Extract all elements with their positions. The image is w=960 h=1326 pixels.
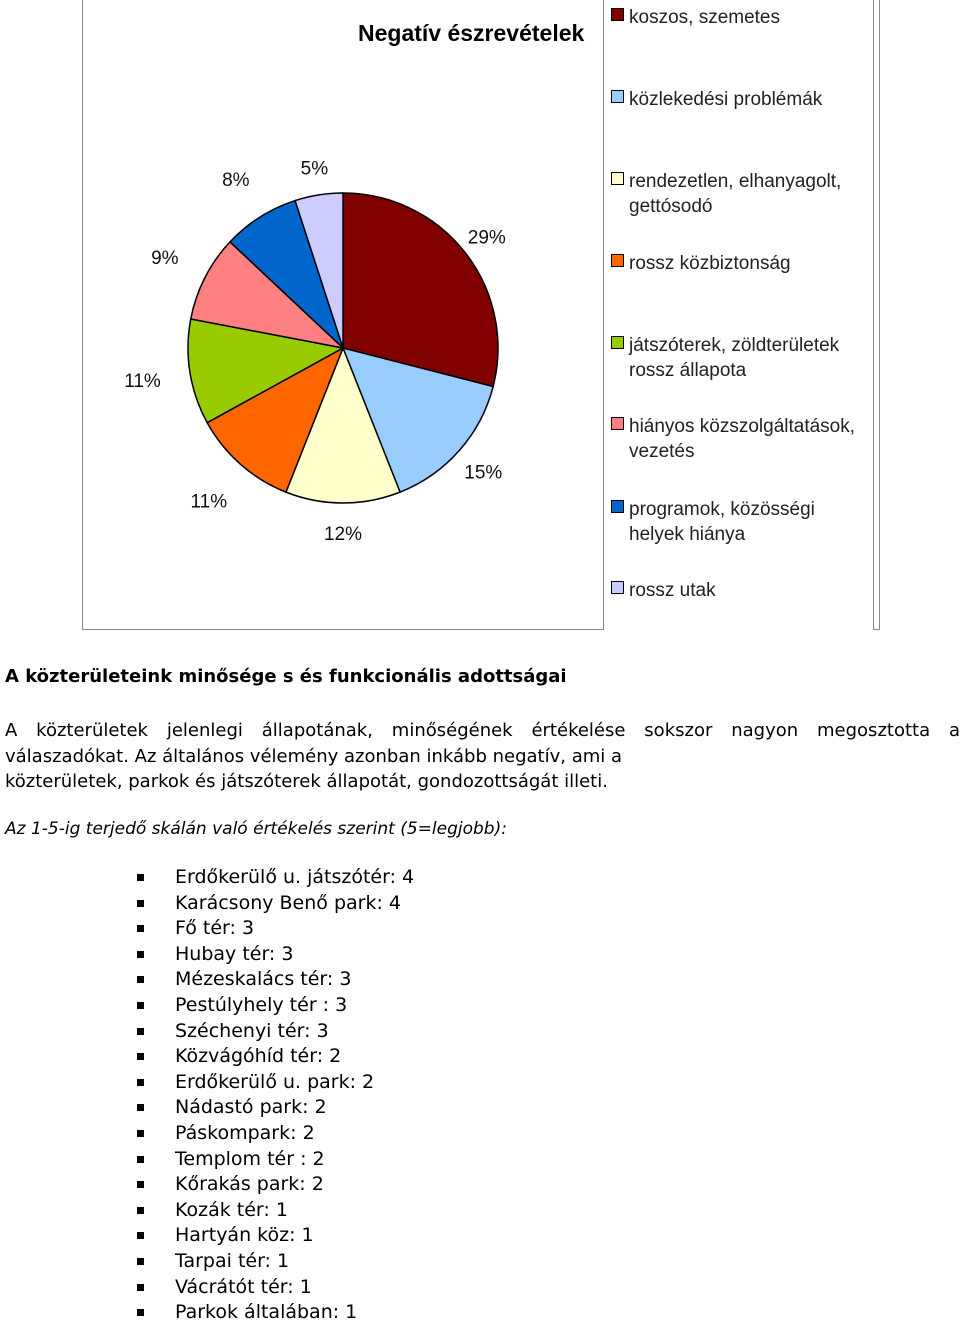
slice-label: 12% xyxy=(323,524,363,545)
paragraph-main: A közterületek jelenlegi állapotának, minőségének értékelése sokszor nagyon megosztotta a válaszadókat. Az általános vélemény azonban inkább negatív, ami a xyxy=(5,720,960,767)
legend-label: programok, közösségi helyek hiánya xyxy=(629,499,815,545)
legend-swatch xyxy=(611,417,624,430)
legend-label: rossz utak xyxy=(629,580,716,601)
rating-item xyxy=(134,1121,414,1147)
rating-item xyxy=(134,1300,414,1326)
rating-text: Erdőkerülő u. játszótér: 4 xyxy=(175,866,415,888)
rating-item xyxy=(134,865,414,891)
square-bullet-icon xyxy=(137,1156,144,1163)
square-bullet-icon xyxy=(137,1207,144,1214)
rating-item xyxy=(134,967,414,993)
rating-item xyxy=(134,1095,414,1121)
rating-item xyxy=(134,1070,414,1096)
rating-item xyxy=(134,916,414,942)
rating-text: Erdőkerülő u. park: 2 xyxy=(175,1070,375,1093)
rating-item xyxy=(134,1147,414,1173)
legend-label: hiányos közszolgáltatások, vezetés xyxy=(629,416,856,462)
rating-text: Nádastó park: 2 xyxy=(175,1096,327,1119)
rating-text: Széchenyi tér: 3 xyxy=(175,1019,329,1042)
square-bullet-icon xyxy=(137,951,144,958)
rating-text: Karácsony Benő park: 4 xyxy=(175,891,401,914)
rating-item xyxy=(134,942,414,968)
rating-item xyxy=(134,1198,414,1224)
rating-item xyxy=(134,1275,414,1301)
legend-swatch xyxy=(611,581,624,594)
slice-label: 11% xyxy=(190,491,228,513)
legend-swatch xyxy=(611,336,624,349)
legend-label: rendezetlen, elhanyagolt, gettósodó xyxy=(629,171,842,217)
square-bullet-icon xyxy=(137,874,144,881)
slice-label: 15% xyxy=(464,462,503,484)
square-bullet-icon xyxy=(137,976,144,983)
square-bullet-icon xyxy=(137,1130,144,1137)
square-bullet-icon xyxy=(137,1079,144,1086)
legend-label: koszos, szemetes xyxy=(629,7,780,28)
square-bullet-icon xyxy=(137,1002,144,1009)
scale-note: Az 1-5-ig terjedő skálán való értékelés szerint (5=legjobb): xyxy=(5,819,507,839)
ratings-list xyxy=(134,865,414,1326)
rating-text: Mézeskalács tér: 3 xyxy=(175,968,352,991)
chart-title: Negatív észrevételek xyxy=(358,20,585,46)
pie-chart xyxy=(0,0,603,630)
square-bullet-icon xyxy=(137,1258,144,1265)
rating-text: Fő tér: 3 xyxy=(175,917,255,940)
legend-swatch xyxy=(611,254,624,267)
square-bullet-icon xyxy=(137,1053,144,1060)
legend-swatch xyxy=(611,8,624,21)
square-bullet-icon xyxy=(137,1284,144,1291)
slice-label: 9% xyxy=(151,248,179,270)
rating-text: Kozák tér: 1 xyxy=(175,1198,288,1221)
rating-text: Templom tér : 2 xyxy=(175,1147,325,1170)
rating-item xyxy=(134,1044,414,1070)
square-bullet-icon xyxy=(137,1232,144,1239)
rating-text: Pestúlyhely tér : 3 xyxy=(175,993,348,1016)
square-bullet-icon xyxy=(137,1028,144,1035)
square-bullet-icon xyxy=(137,900,144,907)
rating-item xyxy=(134,1172,414,1198)
chart-frame-edge xyxy=(873,0,874,630)
rating-text: Hubay tér: 3 xyxy=(175,942,294,965)
square-bullet-icon xyxy=(137,1181,144,1188)
rating-item xyxy=(134,1019,414,1045)
rating-item xyxy=(134,891,414,917)
square-bullet-icon xyxy=(137,1104,144,1111)
rating-text: Páskompark: 2 xyxy=(175,1121,315,1144)
slice-label: 11% xyxy=(124,370,161,392)
section-heading: A közterületeink minősége s és funkcionális adottságai xyxy=(5,666,567,687)
rating-item xyxy=(134,993,414,1019)
slice-label: 5% xyxy=(300,158,329,180)
rating-text: Hartyán köz: 1 xyxy=(175,1224,314,1247)
chart-legend xyxy=(603,0,873,630)
rating-text: Tarpai tér: 1 xyxy=(175,1249,290,1272)
square-bullet-icon xyxy=(137,1309,144,1316)
legend-label: közlekedési problémák xyxy=(629,89,823,110)
slice-label: 29% xyxy=(467,227,506,249)
rating-item xyxy=(134,1249,414,1275)
square-bullet-icon xyxy=(137,925,144,932)
legend-swatch xyxy=(611,172,624,185)
rating-text: Közvágóhíd tér: 2 xyxy=(175,1045,342,1068)
rating-text: Kőrakás park: 2 xyxy=(175,1173,324,1196)
body-paragraph xyxy=(5,718,960,795)
slice-label: 8% xyxy=(222,170,250,192)
rating-item xyxy=(134,1223,414,1249)
rating-text: Parkok általában: 1 xyxy=(175,1301,358,1324)
legend-label: rossz közbiztonság xyxy=(629,253,791,274)
rating-text: Vácrátót tér: 1 xyxy=(175,1275,312,1298)
legend-label: játszóterek, zöldterületek rossz állapota xyxy=(629,335,840,381)
paragraph-last-line: közterületek, parkok és játszóterek állapotát, gondozottságát illeti. xyxy=(5,771,608,793)
legend-swatch xyxy=(611,90,624,103)
legend-swatch xyxy=(611,500,624,513)
